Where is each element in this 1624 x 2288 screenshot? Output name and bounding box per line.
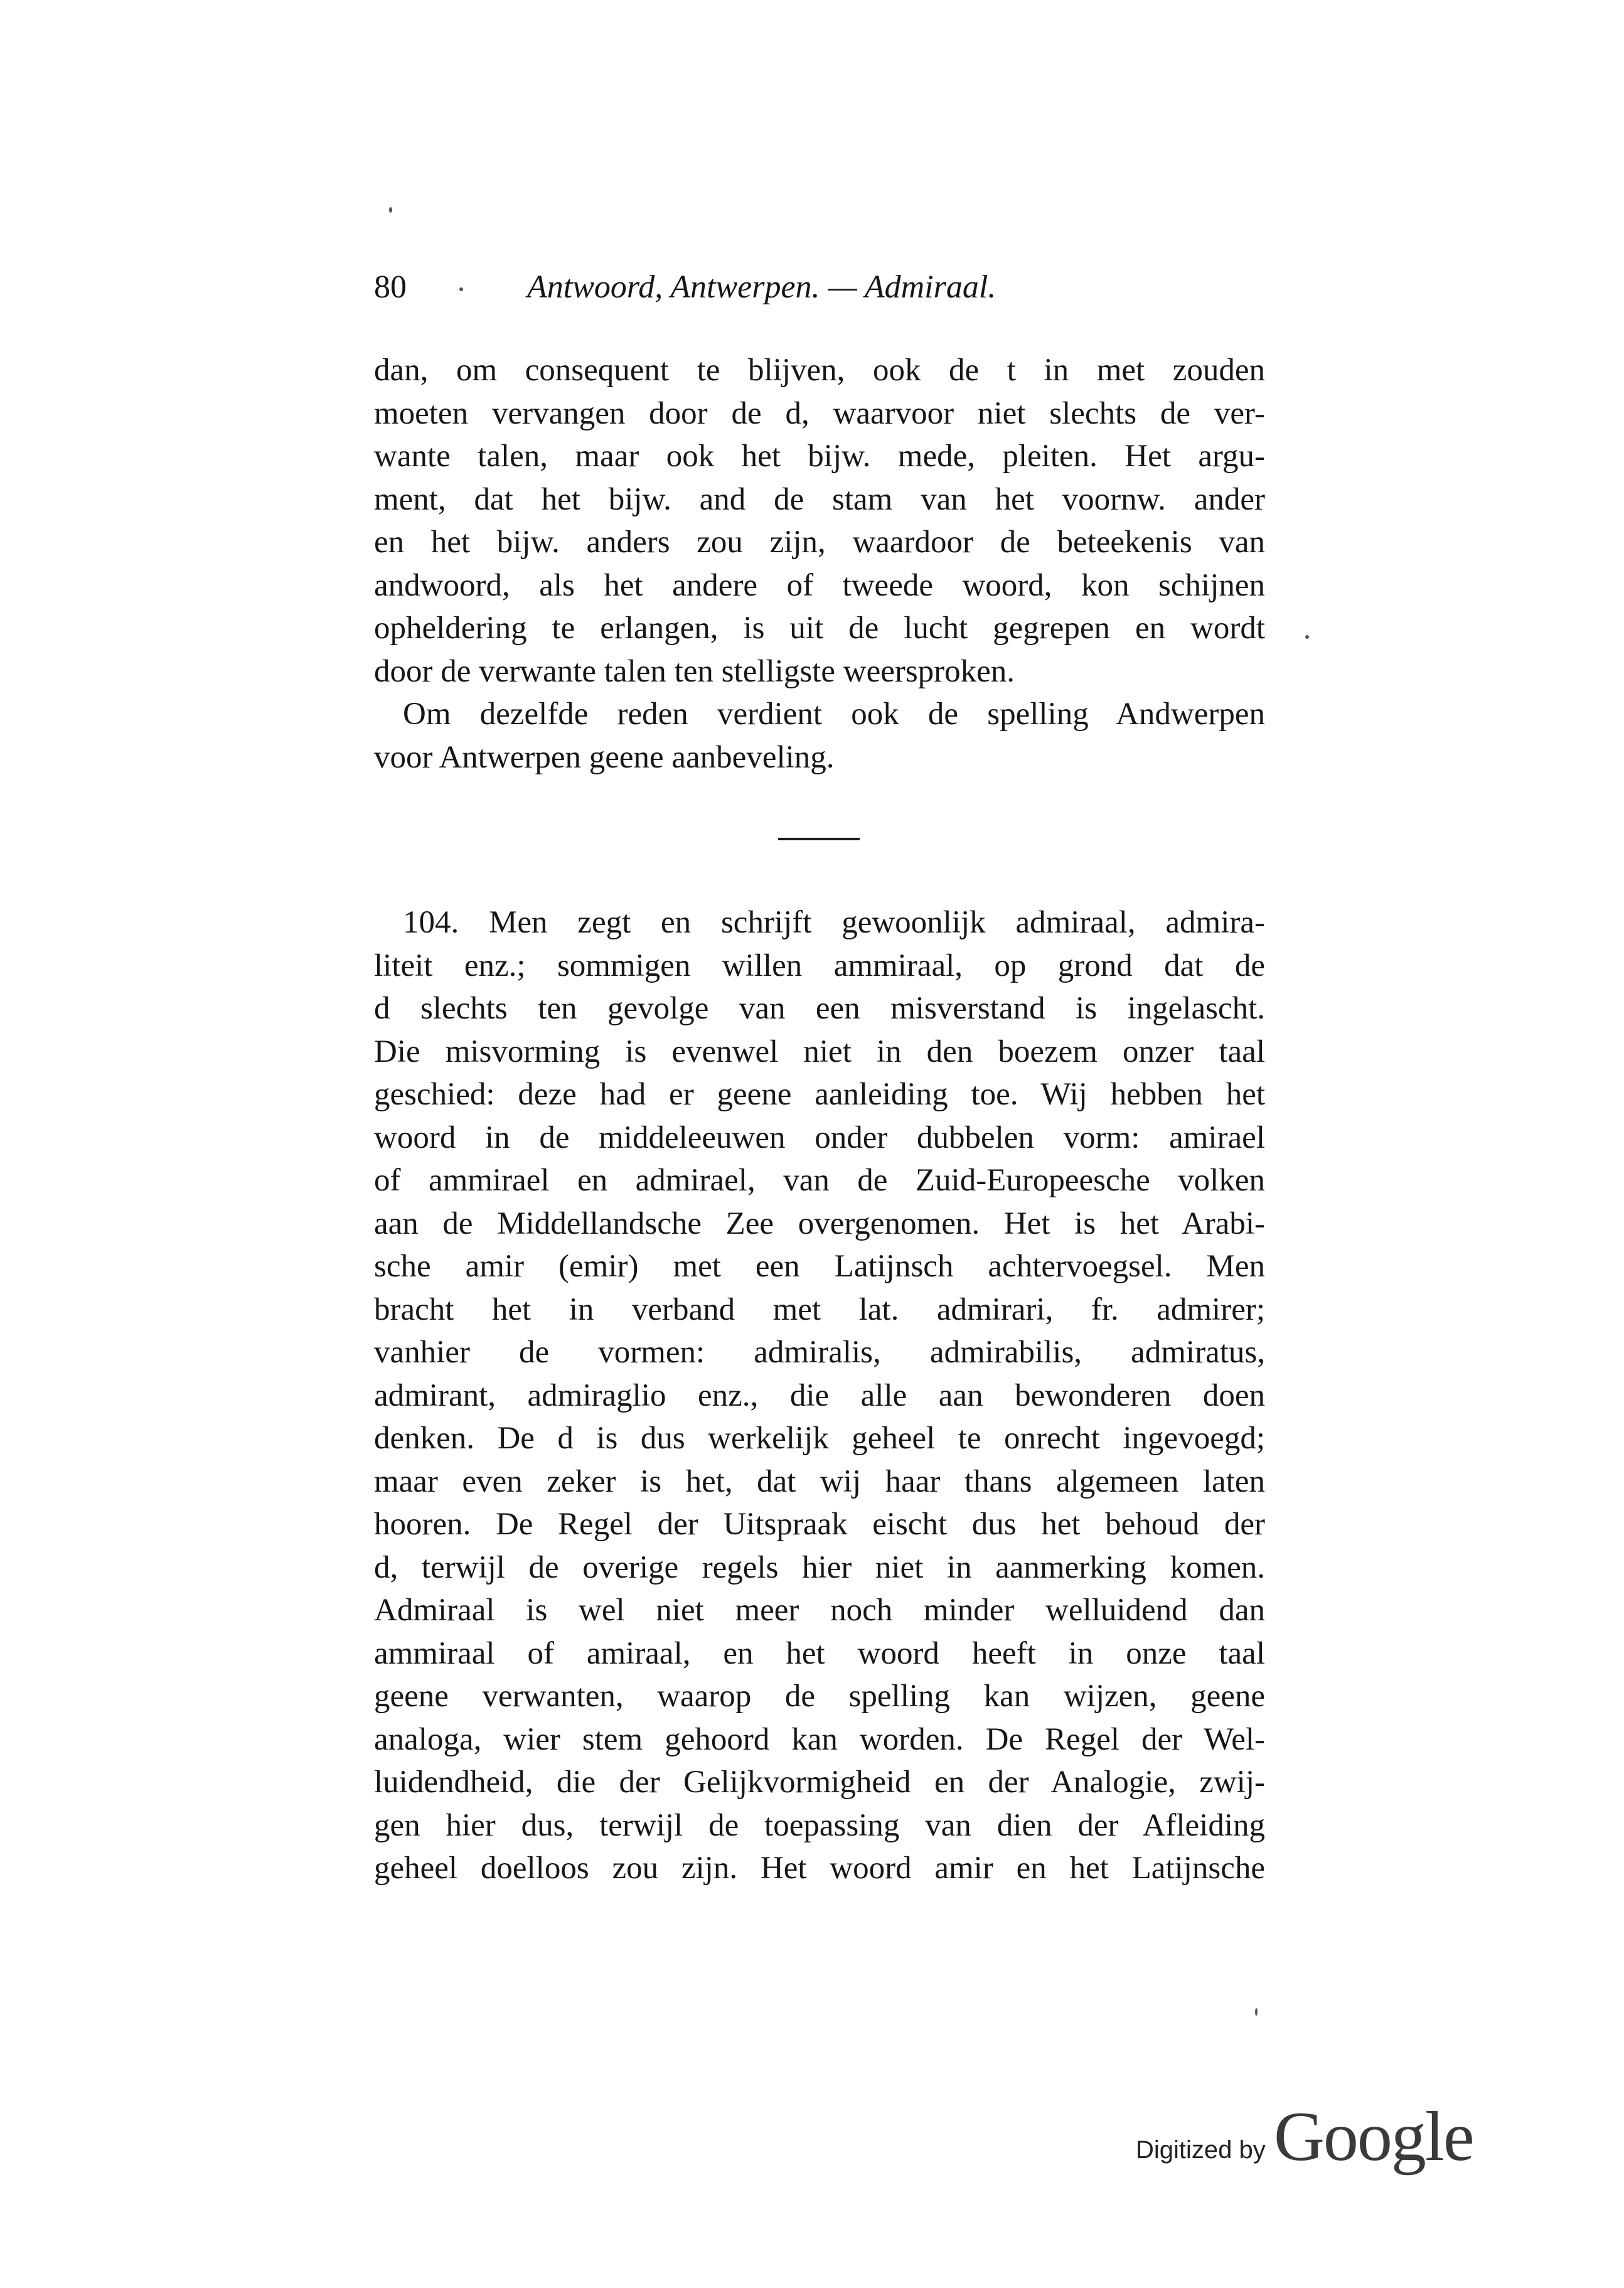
text-line: analoga, wier stem gehoord kan worden. De Regel der Wel- [374,1721,1265,1757]
text-line: andwoord, als het andere of tweede woord, kon schijnen [374,567,1265,603]
google-logo: Google [1274,2098,1473,2176]
text-line: 104. Men zegt en schrijft gewoonlijk admiraal, admira- [403,905,1265,940]
text-line: voor Antwerpen geene aanbeveling. [374,739,835,775]
text-line: Om dezelfde reden verdient ook de spelling Andwerpen [403,697,1265,732]
text-line: geheel doelloos zou zijn. Het woord amir en het Latijnsche [374,1851,1265,1886]
text-line: luidendheid, die der Gelijkvormigheid en der Analogie, zwij- [374,1765,1265,1800]
text-line: hooren. De Regel der Uitspraak eischt dus het behoud der [374,1507,1265,1542]
text-line: moeten vervangen door de d, waarvoor niet slechts de ver- [374,395,1265,431]
page-header [374,262,1265,313]
text-line: d, terwijl de overige regels hier niet in aanmerking komen. [374,1549,1265,1585]
scan-speck [1255,2008,1258,2016]
text-line: bracht het in verband met lat. admirari, fr. admirer; [374,1291,1265,1327]
text-line: denken. De d is dus werkelijk geheel te onrecht ingevoegd; [374,1421,1265,1456]
digitized-by-label: Digitized by [1136,2136,1266,2164]
paragraph-antwoord [374,349,1265,779]
text-line: ment, dat het bijw. and de stam van het voornw. ander [374,481,1265,517]
text-line: aan de Middellandsche Zee overgenomen. Het is het Arabi- [374,1205,1265,1241]
running-title: Antwoord, Antwerpen. — Admiraal. [527,269,996,305]
text-line: vanhier de vormen: admiralis, admirabilis, admiratus, [374,1335,1265,1370]
scan-speck [459,287,463,291]
text-line: of ammirael en admirael, van de Zuid-Europeesche volken [374,1163,1265,1198]
section-divider [778,838,860,840]
text-line: woord in de middeleeuwen onder dubbelen vorm: amirael [374,1120,1265,1155]
text-line: Die misvorming is evenwel niet in den boezem onzer taal [374,1034,1265,1069]
text-line: en het bijw. anders zou zijn, waardoor de beteekenis van [374,525,1265,560]
scan-speck [389,207,392,213]
text-line: gen hier dus, terwijl de toepassing van dien der Afleiding [374,1807,1265,1843]
text-line: wante talen, maar ook het bijw. mede, pleiten. Het argu- [374,439,1265,474]
text-line: geene verwanten, waarop de spelling kan wijzen, geene [374,1679,1265,1714]
text-line: ammiraal of amiraal, en het woord heeft in onze taal [374,1635,1265,1671]
text-line: liteit enz.; sommigen willen ammiraal, op grond dat de [374,948,1265,983]
scan-speck [1305,635,1309,639]
text-line: door de verwante talen ten stelligste weersproken. [374,653,1015,689]
digitized-by-google [1136,2096,1475,2184]
text-line: geschied: deze had er geene aanleiding toe. Wij hebben het [374,1077,1265,1112]
text-line: Admiraal is wel niet meer noch minder welluidend dan [374,1593,1265,1628]
page-number: 80 [374,269,407,305]
text-line: admirant, admiraglio enz., die alle aan bewonderen doen [374,1377,1265,1413]
text-line: d slechts ten gevolge van een misverstand is ingelascht. [374,991,1265,1026]
text-line: opheldering te erlangen, is uit de lucht gegrepen en wordt [374,611,1265,646]
text-line: sche amir (emir) met een Latijnsch achtervoegsel. Men [374,1249,1265,1284]
text-line: dan, om consequent te blijven, ook de t in met zouden [374,353,1265,388]
paragraph-admiraal [374,901,1265,1890]
text-line: maar even zeker is het, dat wij haar thans algemeen laten [374,1463,1265,1499]
